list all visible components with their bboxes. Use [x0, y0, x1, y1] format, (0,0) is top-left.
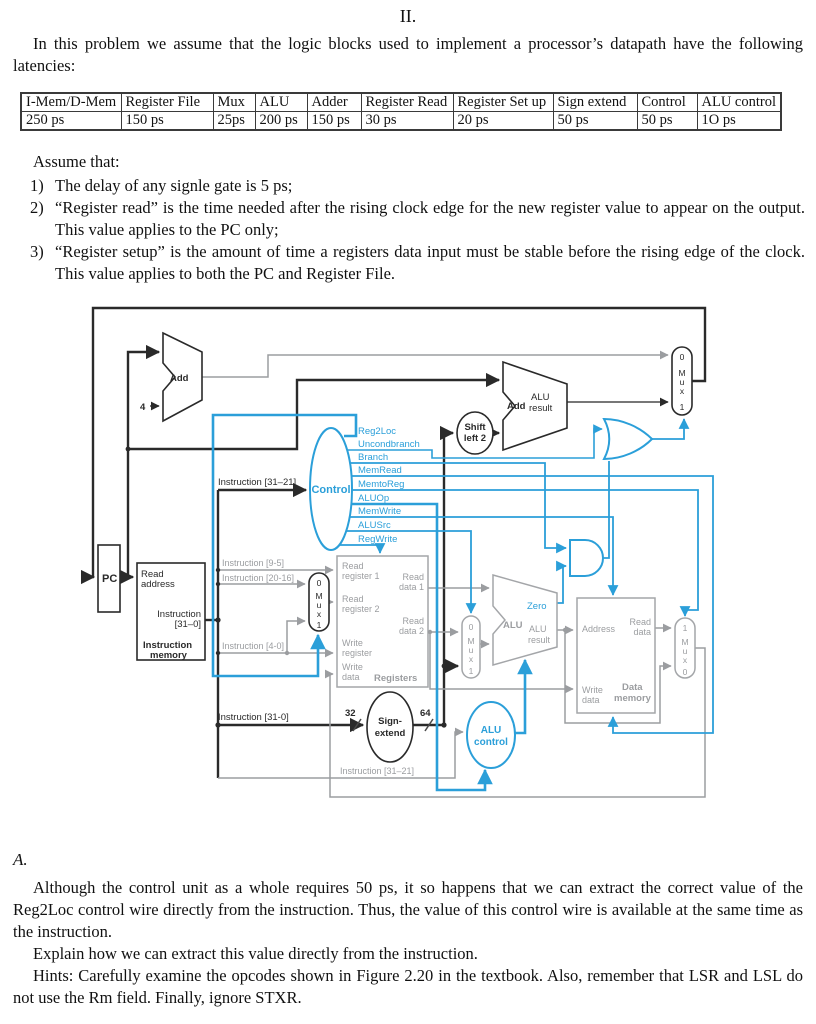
read-data-1: data 1: [398, 582, 424, 592]
mux-0: 0: [682, 667, 688, 677]
mux-m: M: [315, 591, 323, 601]
or-gate: [604, 419, 652, 459]
read-register-1: register 1: [342, 571, 380, 581]
item-number: 2): [30, 198, 44, 217]
mux-u: u: [679, 377, 685, 387]
and-gate: [570, 540, 603, 576]
sign-extend-label: extend: [374, 728, 406, 739]
mux-1: 1: [316, 620, 322, 630]
latency-cell: 25ps: [213, 112, 255, 131]
latency-cell: 250 ps: [21, 112, 121, 131]
signal-branch: Branch: [358, 452, 389, 463]
read-data-1: Read: [402, 572, 424, 582]
junction-dot: [126, 447, 131, 452]
junction-dot: [216, 568, 220, 572]
signal-reg2loc: Reg2Loc: [358, 426, 397, 437]
signal-memread: MemRead: [358, 465, 402, 476]
dmem-name: Data: [622, 682, 643, 693]
alu-result-label: ALU: [529, 624, 547, 634]
junction-dot: [563, 628, 567, 632]
read-data-2: data 2: [398, 626, 424, 636]
alu-control-label: ALU: [480, 725, 502, 736]
wire-pc-to-add4: [128, 352, 159, 577]
wire-zero: [557, 566, 566, 603]
instr-9-5-label: Instruction [9-5]: [222, 558, 285, 568]
col-header: Control: [637, 93, 697, 112]
item-text: “Register setup” is the amount of time a registers data input must be stable before the rising edge of the clock. This value applies to both the PC and Register File.: [55, 242, 805, 283]
page-title: II.: [399, 6, 417, 26]
instr-20-16-label: Instruction [20-16]: [222, 573, 295, 583]
mux-1: 1: [468, 666, 474, 676]
mux-x: x: [682, 655, 688, 665]
junction-dot: [126, 575, 131, 580]
branch-adder-result: result: [529, 403, 553, 414]
dmem-read-data: data: [633, 627, 651, 637]
add4-label: Add: [170, 373, 189, 384]
item-number: 3): [30, 242, 44, 261]
section-a-paragraph-2: Explain how we can extract this value directly from the instruction.: [33, 944, 478, 963]
signal-uncondbranch: Uncondbranch: [358, 439, 420, 450]
shift-left-2-label: left 2: [463, 433, 487, 444]
alu-name: ALU: [503, 620, 523, 631]
wire-alu-control-out: [514, 660, 525, 733]
mux-x: x: [316, 609, 322, 619]
dmem-write-data: Write: [582, 685, 603, 695]
latency-cell: 30 ps: [361, 112, 453, 131]
instr-31-21-bottom-label: Instruction [31–21]: [340, 766, 415, 776]
assumptions-lead: Assume that:: [33, 152, 120, 171]
sign-extend-oval: [367, 692, 413, 762]
signal-memwrite: MemWrite: [358, 506, 402, 517]
wire-pcsrc-select: [650, 419, 684, 439]
write-register: register: [342, 648, 373, 658]
latency-cell: 50 ps: [637, 112, 697, 131]
latency-cell: 200 ps: [255, 112, 307, 131]
latency-cell: 50 ps: [553, 112, 637, 131]
mux-x: x: [679, 386, 685, 396]
write-register: Write: [342, 638, 363, 648]
imem-name: memory: [150, 650, 187, 661]
latency-cell: 1O ps: [697, 112, 781, 131]
read-data-2: Read: [402, 616, 424, 626]
imem-read-address: address: [141, 579, 175, 590]
col-header: Sign extend: [553, 93, 637, 112]
read-register-2: Read: [342, 594, 364, 604]
col-header: Register File: [121, 93, 213, 112]
latency-cell: 150 ps: [307, 112, 361, 131]
imem-instruction-out: Instruction: [157, 609, 201, 620]
dmem-read-data: Read: [629, 617, 651, 627]
section-a-label: A.: [13, 850, 28, 869]
col-header: Register Read: [361, 93, 453, 112]
mux-m: M: [681, 637, 689, 647]
instr-4-0-label: Instruction [4-0]: [222, 641, 285, 651]
alu-result-label: result: [528, 635, 551, 645]
latency-cell: 150 ps: [121, 112, 213, 131]
mux-1: 1: [679, 402, 685, 412]
signal-aluop: ALUOp: [358, 493, 390, 504]
mux-u: u: [316, 600, 322, 610]
signal-memtoreg: MemtoReg: [358, 479, 405, 490]
col-header: I-Mem/D-Mem: [21, 93, 121, 112]
junction-dot: [215, 617, 220, 622]
shift-left-2-label: Shift: [464, 422, 486, 433]
section-a-paragraph-3: Hints: Carefully examine the opcodes shown in Figure 2.20 in the textbook. Also, remember that LSR and LSL do not use the Rm field. Finally, ignore STXR.: [13, 966, 803, 1007]
wire-instr-4-0-branch: [287, 621, 305, 653]
col-header: Adder: [307, 93, 361, 112]
alu-zero-label: Zero: [527, 601, 547, 612]
write-data: Write: [342, 662, 363, 672]
col-header: Register Set up: [453, 93, 553, 112]
junction-dot: [442, 664, 447, 669]
wire-pc-plus-4: [202, 355, 668, 377]
bus-width-32: 32: [345, 708, 356, 719]
intro-paragraph: In this problem we assume that the logic blocks used to implement a processor’s datapath have the following latencies:: [13, 34, 803, 75]
item-text: “Register read” is the time needed after the rising clock edge for the new register value to appear on the output. This value applies to the PC only;: [55, 198, 805, 239]
branch-adder-result: ALU: [531, 392, 550, 403]
read-register-1: Read: [342, 561, 364, 571]
mux-m: M: [678, 368, 686, 378]
dmem-name: memory: [614, 693, 651, 704]
wire-regwrite: [339, 545, 380, 553]
const4-label: 4: [140, 402, 146, 413]
pc-label: PC: [102, 573, 118, 585]
signal-regwrite: RegWrite: [358, 534, 398, 545]
col-header: ALU: [255, 93, 307, 112]
branch-adder-label: Add: [507, 401, 526, 412]
mux-1: 1: [682, 623, 688, 633]
control-label: Control: [311, 484, 351, 496]
junction-dot: [428, 630, 432, 634]
col-header: Mux: [213, 93, 255, 112]
mux-0: 0: [679, 352, 685, 362]
mux-0: 0: [468, 622, 474, 632]
col-header: ALU control: [697, 93, 781, 112]
bus-width-64: 64: [420, 708, 431, 719]
alu-control-label: control: [474, 737, 508, 748]
mux-u: u: [468, 645, 474, 655]
junction-dot: [215, 722, 220, 727]
imem-instruction-out: [31–0]: [174, 619, 201, 630]
imem-read-address: Read: [141, 569, 164, 580]
item-text: The delay of any signle gate is 5 ps;: [55, 176, 293, 195]
item-number: 1): [30, 176, 44, 195]
junction-dot: [441, 722, 446, 727]
read-register-2: register 2: [342, 604, 380, 614]
junction-dot: [216, 651, 220, 655]
latency-cell: 20 ps: [453, 112, 553, 131]
instr-31-0-label: Instruction [31-0]: [218, 712, 289, 723]
instr-31-21-label: Instruction [31–21]: [218, 477, 297, 488]
mux-0: 0: [316, 578, 322, 588]
mux-x: x: [468, 654, 474, 664]
dmem-write-data: data: [582, 695, 600, 705]
write-data: data: [342, 672, 360, 682]
section-a-paragraph-1: Although the control unit as a whole requires 50 ps, it so happens that we can extract the correct value of the Reg2Loc control wire directly from the instruction. Thus, the value of this control wire is available at the same time as the instruction.: [13, 878, 803, 941]
dmem-address: Address: [582, 624, 616, 634]
junction-dot: [216, 582, 220, 586]
mux-m: M: [467, 636, 475, 646]
imem-name: Instruction: [143, 640, 193, 651]
registers-name: Registers: [374, 673, 418, 684]
mux-u: u: [682, 646, 688, 656]
junction-dot: [285, 651, 289, 655]
signal-alusrc: ALUSrc: [358, 520, 391, 531]
sign-extend-label: Sign-: [378, 716, 402, 727]
